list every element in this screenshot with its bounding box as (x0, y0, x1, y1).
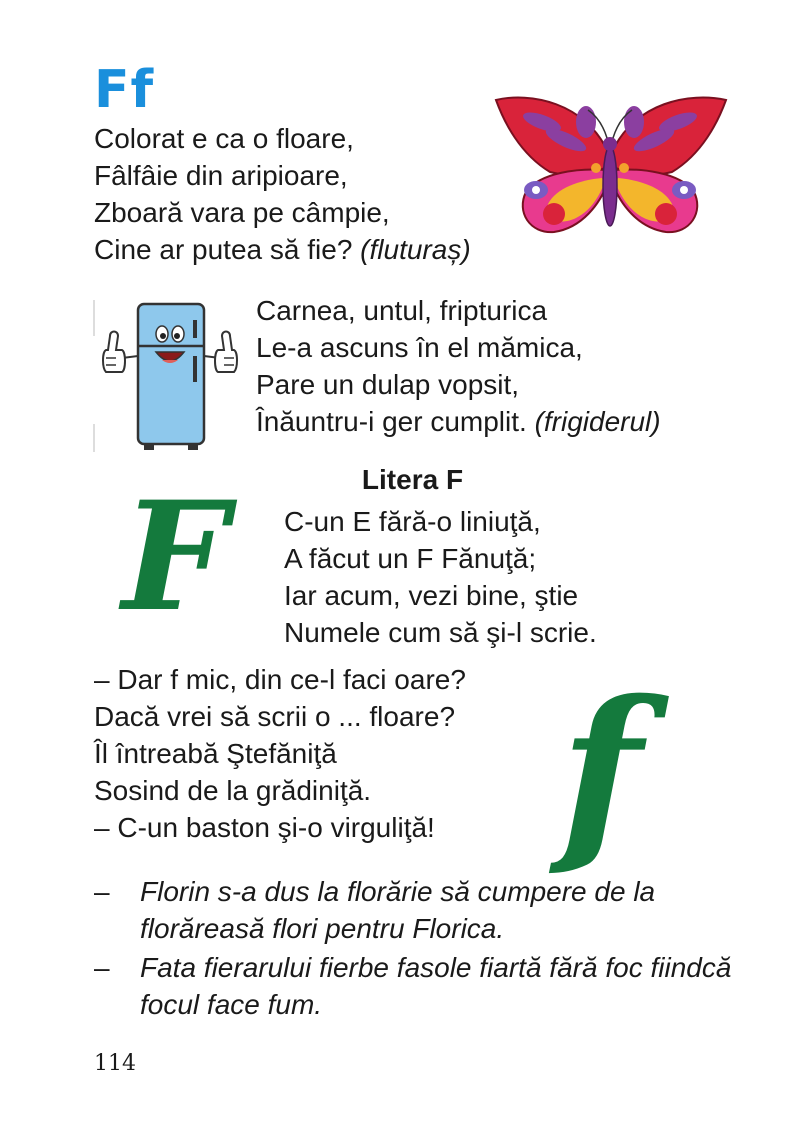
riddle-line: Le-a ascuns în el mămica, (256, 332, 583, 363)
fridge-icon (92, 296, 248, 454)
riddle-line: Zboară vara pe câmpie, (94, 197, 390, 228)
riddle-line: Pare un dulap vopsit, (256, 369, 520, 400)
tongue-twister-item (94, 949, 744, 1023)
poem-line: Dacă vrei să scrii o ... floare? (94, 701, 456, 732)
tongue-twister-text: Fata fierarului fierbe fasole fiartă fără foc fiindcă focul face fum. (140, 952, 732, 1020)
page-heading: Ff (94, 60, 155, 120)
riddle-question: Cine ar putea să fie? (94, 234, 353, 265)
riddle-line: Fâlfâie din aripioare, (94, 160, 348, 191)
poem-line: A făcut un F Fănuţă; (284, 543, 537, 574)
poem-line: – Dar f mic, din ce-l faci oare? (94, 664, 466, 695)
dash-marker: – (94, 876, 110, 907)
big-lowercase-letter: f (560, 659, 642, 882)
riddle-question: Înăuntru-i ger cumplit. (256, 406, 527, 437)
riddle-line: Colorat e ca o floare, (94, 123, 354, 154)
riddle-line (94, 231, 471, 268)
tongue-twister-item (94, 873, 744, 947)
poem-stanza-2 (94, 661, 466, 846)
riddle-answer: (fluturaș) (360, 234, 471, 265)
poem-line: Iar acum, vezi bine, ştie (284, 580, 579, 611)
riddle-fridge (256, 292, 661, 440)
poem-line: C-un E fără-o liniuţă, (284, 506, 541, 537)
poem-line: Sosind de la grădiniţă. (94, 775, 372, 806)
page-number: 114 (94, 1051, 136, 1076)
big-capital-letter: F (122, 469, 229, 645)
tongue-twister-list (94, 873, 744, 1025)
riddle-butterfly (94, 120, 471, 268)
butterfly-icon (490, 92, 730, 240)
poem-title: Litera F (361, 464, 464, 495)
riddle-line (256, 403, 661, 440)
poem-stanza-1 (284, 503, 597, 651)
poem-line: – C-un baston şi-o virguliţă! (94, 812, 435, 843)
riddle-answer: (frigiderul) (534, 406, 661, 437)
tongue-twister-text: Florin s-a dus la florărie să cumpere de la florăreasă flori pentru Florica. (140, 876, 656, 944)
poem-line: Îl întreabă Ştefăniţă (94, 738, 337, 769)
dash-marker: – (94, 952, 110, 983)
poem-line: Numele cum să şi-l scrie. (284, 617, 597, 648)
riddle-line: Carnea, untul, fripturica (256, 295, 548, 326)
fridge-illustration (92, 296, 248, 459)
butterfly-illustration (490, 92, 730, 245)
